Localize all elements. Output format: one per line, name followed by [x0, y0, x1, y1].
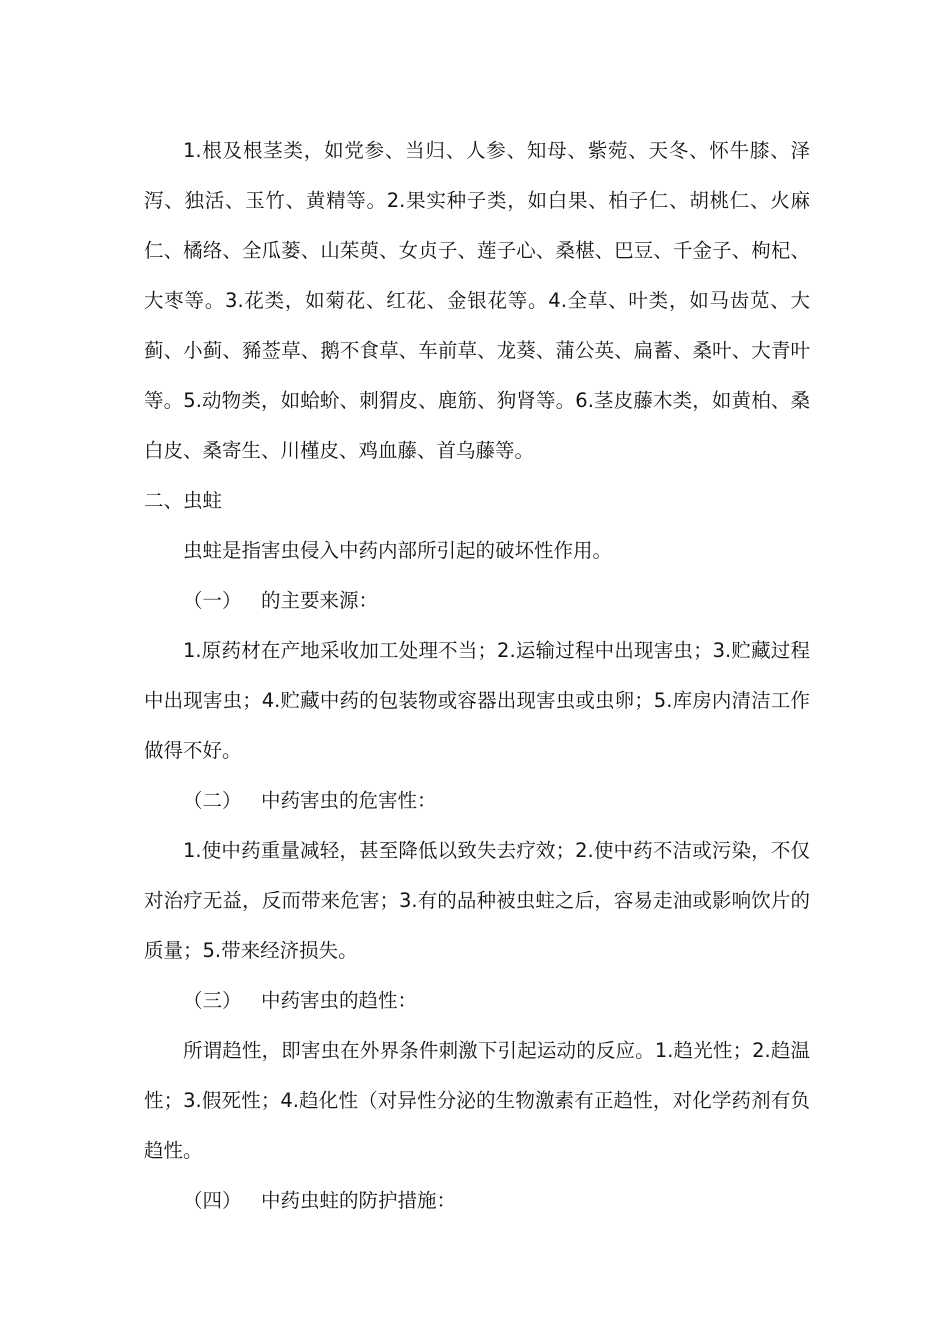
subsection-number: （二） [183, 789, 242, 812]
document-content [144, 126, 810, 1226]
subsection-heading-3 [144, 976, 810, 1026]
subsection-body-3: 所谓趋性，即害虫在外界条件刺激下引起运动的反应。1.趋光性；2.趋温性；3.假死性；4.趋化性（对异性分泌的生物激素有正趋性，对化学药剂有负趋性。 [144, 1039, 810, 1162]
subsection-number: （一） [183, 589, 242, 612]
definition-paragraph: 虫蛀是指害虫侵入中药内部所引起的破坏性作用。 [183, 539, 613, 562]
subsection-heading-2 [144, 776, 810, 826]
subsection-heading-1 [144, 576, 810, 626]
section-heading: 二、虫蛀 [144, 489, 223, 512]
subsection-title: 的主要来源： [261, 589, 379, 612]
subsection-title: 中药害虫的危害性： [261, 789, 437, 812]
herb-categories-paragraph: 1.根及根茎类，如党参、当归、人参、知母、紫菀、天冬、怀牛膝、泽泻、独活、玉竹、黄精等。2.果实种子类，如白果、柏子仁、胡桃仁、火麻仁、橘络、全瓜蒌、山茱萸、女贞子、莲子心、桑椹、巴豆、千金子、枸杞、大枣等。3.花类，如菊花、红花、金银花等。4.全草、叶类，如马齿苋、大蓟、小蓟、豨莶草、鹅不食草、车前草、龙葵、蒲公英、扁蓄、桑叶、大青叶等。5.动物类，如蛤蚧、刺猬皮、鹿筋、狗肾等。6.茎皮藤木类，如黄柏、桑白皮、桑寄生、川槿皮、鸡血藤、首乌藤等。 [144, 139, 810, 462]
subsection-number: （四） [183, 1189, 242, 1212]
subsection-heading-4 [144, 1176, 810, 1226]
subsection-title: 中药害虫的趋性： [261, 989, 418, 1012]
subsection-number: （三） [183, 989, 242, 1012]
subsection-title: 中药虫蛀的防护措施： [261, 1189, 457, 1212]
subsection-body-1: 1.原药材在产地采收加工处理不当；2.运输过程中出现害虫；3.贮藏过程中出现害虫；4.贮藏中药的包装物或容器出现害虫或虫卵；5.库房内清洁工作做得不好。 [144, 639, 810, 762]
subsection-body-2: 1.使中药重量减轻，甚至降低以致失去疗效；2.使中药不洁或污染，不仅对治疗无益，反而带来危害；3.有的品种被虫蛀之后，容易走油或影响饮片的质量；5.带来经济损失。 [144, 839, 810, 962]
